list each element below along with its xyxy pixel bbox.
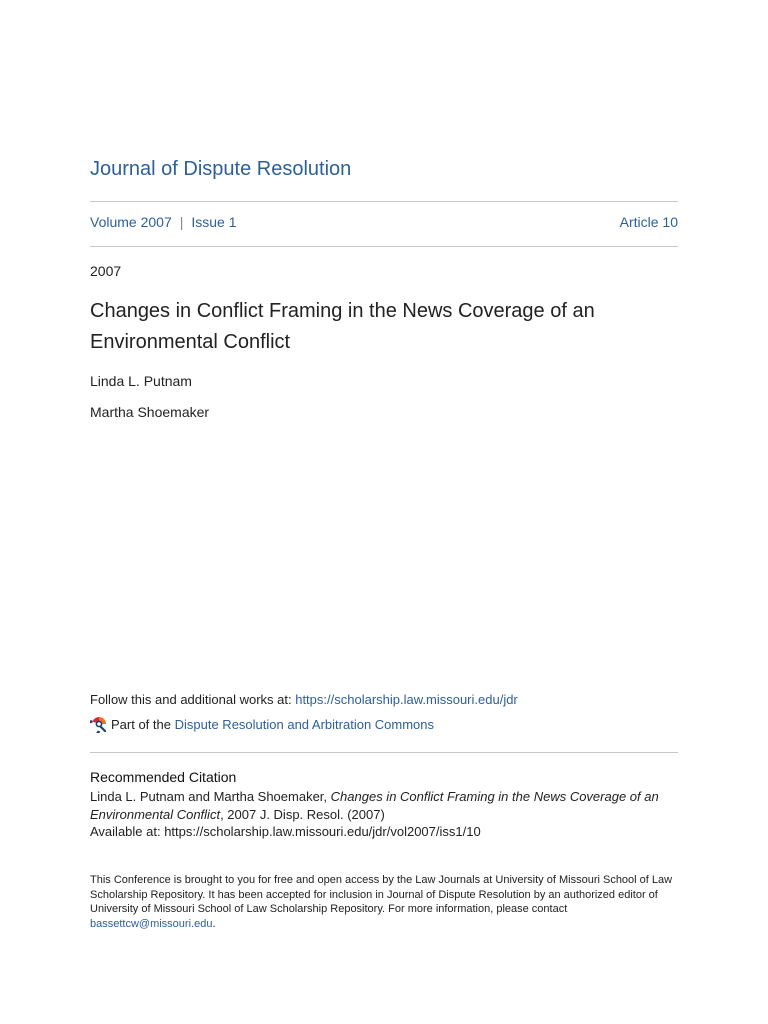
issue-info-row [90, 214, 678, 230]
access-notice [90, 873, 678, 931]
issue-divider [90, 246, 678, 247]
article-number-link[interactable]: Article 10 [619, 214, 678, 230]
follow-line [90, 692, 518, 707]
publication-year: 2007 [90, 263, 122, 279]
commons-icon [90, 715, 108, 733]
citation-available: Available at: https://scholarship.law.missouri.edu/jdr/vol2007/iss1/10 [90, 824, 481, 839]
article-title: Changes in Conflict Framing in the News Coverage of an Environmental Conflict [90, 300, 595, 353]
recommended-citation-heading: Recommended Citation [90, 769, 237, 785]
issue-link[interactable]: Issue 1 [191, 214, 237, 230]
part-of-line [90, 715, 434, 733]
citation-authors: Linda L. Putnam and Martha Shoemaker, [90, 789, 331, 804]
contact-email-link[interactable]: bassettcw@missouri.edu [90, 917, 213, 930]
journal-title-link[interactable]: Journal of Dispute Resolution [90, 158, 352, 180]
notice-text: This Conference is brought to you for free and open access by the Law Journals at University of Missouri School of Law Scholarship Repository. It has been accepted for inclusion in Journal of Dispute Resolution by an authorized editor of University of Missouri School of Law Scholarship Repository. For more information, please contact [90, 874, 673, 915]
issue-separator: | [179, 214, 184, 230]
part-of-label: Part of the [111, 716, 171, 732]
author-name: Linda L. Putnam [90, 373, 192, 389]
repository-url-link[interactable]: https://scholarship.law.missouri.edu/jdr [295, 692, 518, 707]
citation-source: , 2007 J. Disp. Resol. (2007) [220, 806, 385, 822]
volume-link[interactable]: Volume 2007 [90, 214, 172, 230]
top-divider [90, 201, 678, 202]
commons-link[interactable]: Dispute Resolution and Arbitration Commons [174, 716, 435, 732]
citation-divider [90, 752, 678, 753]
follow-label: Follow this and additional works at: [90, 692, 296, 707]
citation-title: Changes in Conflict Framing in the News Coverage of an Environmental Conflict [90, 789, 659, 822]
author-name: Martha Shoemaker [90, 404, 210, 420]
notice-end: . [212, 917, 216, 930]
citation-text [90, 788, 678, 841]
